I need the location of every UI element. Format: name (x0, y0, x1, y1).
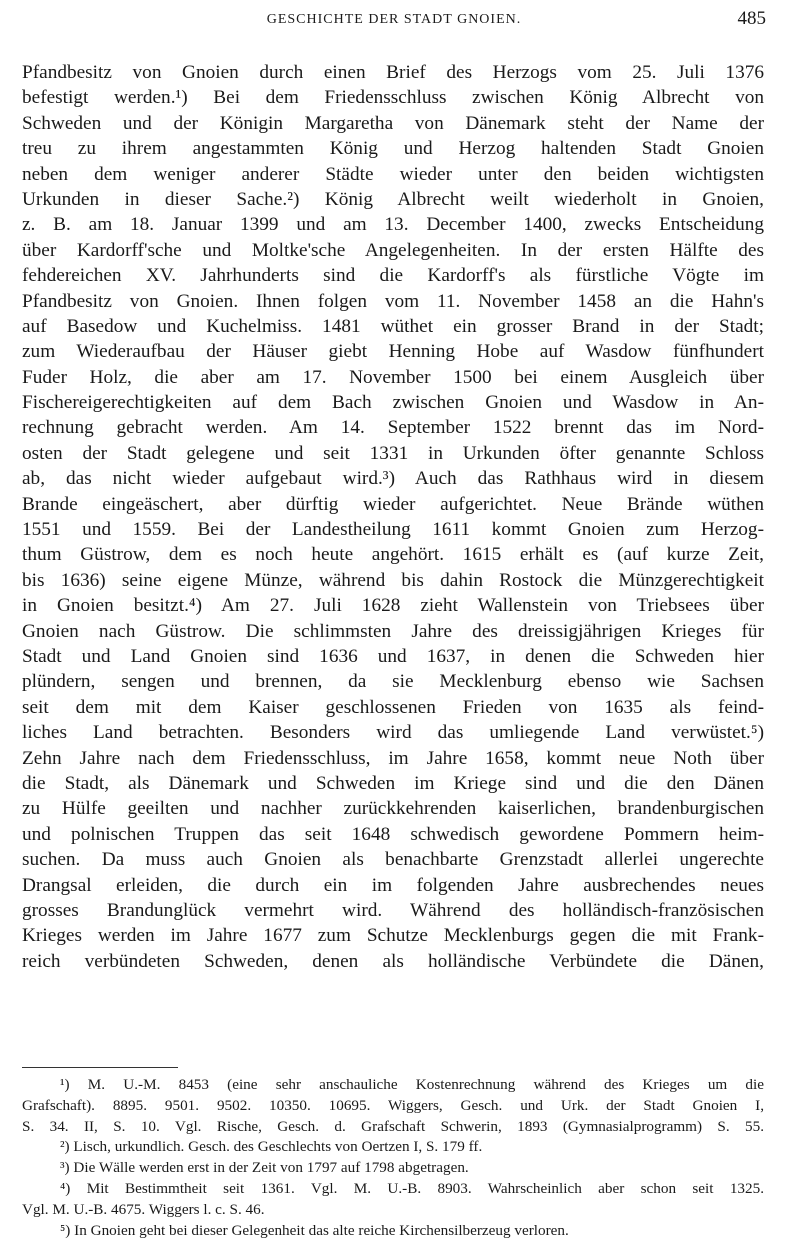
text-line: über Kardorff'sche und Moltke'sche Angelegenheiten. In der ersten Hälfte des (22, 239, 764, 261)
footnote-line: S. 34. II, S. 10. Vgl. Rische, Gesch. d. Grafschaft Schwerin, 1893 (Gymnasialprogramm) S. 55. (22, 1117, 764, 1135)
text-line: Pfandbesitz von Gnoien durch einen Brief des Herzogs vom 25. Juli 1376 (22, 62, 764, 83)
text-line: Zehn Jahre nach dem Friedensschluss, im Jahre 1658, kommt neue Noth über (22, 747, 764, 769)
footnote-divider (22, 1067, 178, 1068)
text-line: Pfandbesitz von Gnoien. Ihnen folgen vom 11. November 1458 an die Hahn's (22, 290, 764, 312)
text-line: z. B. am 18. Januar 1399 und am 13. December 1400, zwecks Entscheidung (22, 214, 764, 236)
footnotes (22, 1075, 764, 1241)
text-line: ab, das nicht wieder aufgebaut wird.³) Auch das Rathhaus wird in diesem (22, 468, 764, 490)
footnote-line: ²) Lisch, urkundlich. Gesch. des Geschlechts von Oertzen I, S. 179 ff. (60, 1138, 483, 1156)
running-header (22, 6, 766, 32)
text-line: liches Land betrachten. Besonders wird das umliegende Land verwüstet.⁵) (22, 722, 764, 744)
text-line: Fuder Holz, die aber am 17. November 1500 bei einem Ausgleich über (22, 366, 764, 388)
running-title: GESCHICHTE DER STADT GNOIEN. (266, 12, 522, 27)
text-line: zu Hülfe geeilten und nachher zurückkehrenden kaiserlichen, brandenburgischen (22, 798, 764, 820)
text-line: seit dem mit dem Kaiser geschlossenen Frieden von 1635 als feind- (22, 696, 764, 718)
footnote-line: ³) Die Wälle werden erst in der Zeit von 1797 auf 1798 abgetragen. (60, 1159, 469, 1177)
page-number: 485 (737, 8, 766, 29)
text-line: Gnoien nach Güstrow. Die schlimmsten Jahre des dreissigjährigen Krieges für (22, 620, 764, 642)
text-line: die Stadt, als Dänemark und Schweden im Kriege sind und die den Dänen (22, 772, 764, 794)
body-text (22, 60, 764, 974)
text-line: in Gnoien besitzt.⁴) Am 27. Juli 1628 zieht Wallenstein von Triebsees über (22, 595, 764, 617)
text-line: fehdereichen XV. Jahrhunderts sind die Kardorff's als fürstliche Vögte im (22, 265, 764, 287)
text-line: Fischereigerechtigkeiten auf dem Bach zwischen Gnoien und Wasdow in An- (22, 392, 764, 414)
text-line: rechnung gebracht werden. Am 14. September 1522 brennt das im Nord- (22, 417, 764, 439)
text-line: thum Güstrow, dem es noch heute angehört. 1615 erhält es (auf kurze Zeit, (22, 544, 764, 566)
text-line: zum Wiederaufbau der Häuser giebt Henning Hobe auf Wasdow fünfhundert (22, 341, 764, 363)
text-line: neben dem weniger anderer Städte wieder unter den beiden wichtigsten (22, 163, 764, 185)
text-line: grosses Brandunglück vermehrt wird. Während des holländisch-französischen (22, 899, 764, 921)
text-line: und polnischen Truppen das seit 1648 schwedisch gewordene Pommern heim- (22, 823, 764, 845)
text-line: plündern, sengen und brennen, da sie Mecklenburg ebenso wie Sachsen (22, 671, 764, 693)
text-line: Krieges werden im Jahre 1677 zum Schutze Mecklenburgs gegen die mit Frank- (22, 925, 764, 947)
text-line: Brande eingeäschert, aber dürftig wieder aufgerichtet. Neue Brände wüthen (22, 493, 764, 515)
text-line: Urkunden in dieser Sache.²) König Albrecht weilt wiederholt in Gnoien, (22, 188, 764, 210)
text-line: 1551 und 1559. Bei der Landestheilung 1611 kommt Gnoien zum Herzog- (22, 519, 764, 541)
text-line: Schweden und der Königin Margaretha von Dänemark steht der Name der (22, 112, 764, 134)
text-line: treu zu ihrem angestammten König und Herzog haltenden Stadt Gnoien (22, 138, 764, 160)
text-line: reich verbündeten Schweden, denen als holländische Verbündete die Dänen, (22, 950, 764, 972)
footnote-line: Grafschaft). 8895. 9501. 9502. 10350. 10695. Wiggers, Gesch. und Urk. der Stadt Gnoien I, (22, 1096, 764, 1114)
footnote-line: Vgl. M. U.-B. 4675. Wiggers l. c. S. 46. (22, 1200, 265, 1218)
footnote-line: ¹) M. U.-M. 8453 (eine sehr anschauliche Kostenrechnung während des Krieges um die (60, 1076, 764, 1093)
text-line: bis 1636) seine eigene Münze, während bis dahin Rostock die Münzgerechtigkeit (22, 569, 764, 591)
text-line: Stadt und Land Gnoien sind 1636 und 1637, in denen die Schweden hier (22, 645, 764, 667)
text-line: befestigt werden.¹) Bei dem Friedensschluss zwischen König Albrecht von (22, 87, 764, 109)
footnote-line: ⁵) In Gnoien geht bei dieser Gelegenheit das alte reiche Kirchensilberzeug verloren. (60, 1221, 569, 1239)
text-line: Drangsal erleiden, die durch ein im folgenden Jahre ausbrechendes neues (22, 874, 764, 896)
footnote-line: ⁴) Mit Bestimmtheit seit 1361. Vgl. M. U.-B. 8903. Wahrscheinlich aber schon seit 1325. (60, 1179, 764, 1197)
text-line: auf Basedow und Kuchelmiss. 1481 wüthet ein grosser Brand in der Stadt; (22, 315, 764, 337)
text-line: osten der Stadt gelegene und seit 1331 in Urkunden öfter genannte Schloss (22, 442, 764, 464)
text-line: suchen. Da muss auch Gnoien als benachbarte Grenzstadt allerlei ungerechte (22, 849, 764, 871)
